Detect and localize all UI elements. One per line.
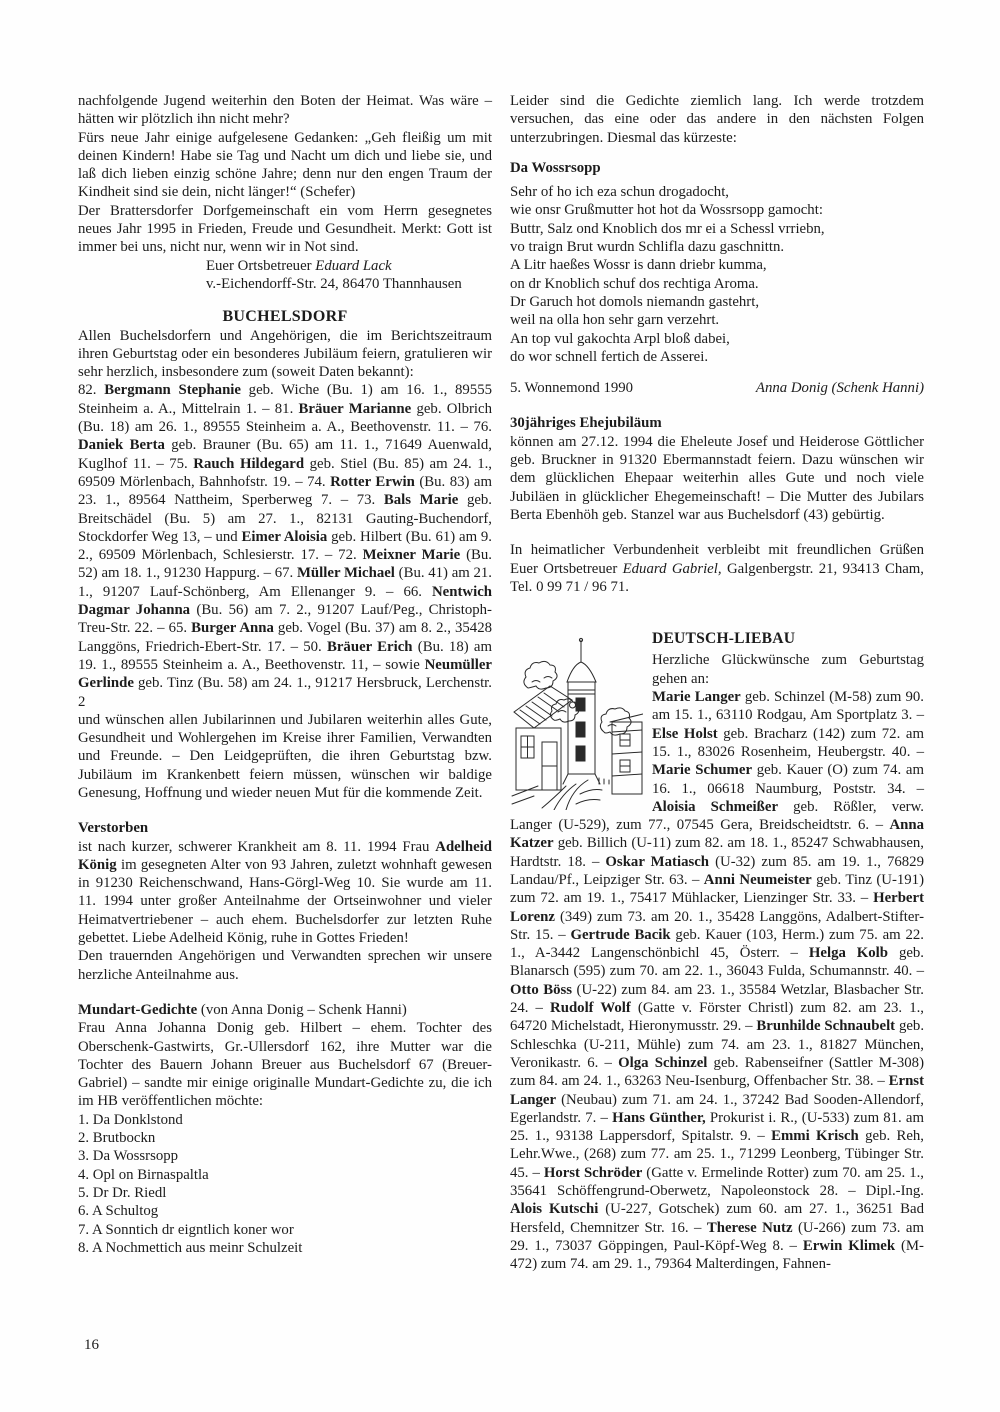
poem-line: A Litr haeßes Wossr is dann driebr kumma, (510, 257, 767, 274)
text-segment: Gertrude Bacik (570, 926, 671, 943)
text-segment: Adelheid König (78, 838, 492, 873)
left-column (78, 92, 492, 1274)
poem-title-item: 7. A Sonntich dr eigntlich koner wor (78, 1221, 294, 1238)
closing-paragraph (510, 541, 924, 596)
text-segment: geb. Tinz (U-191) zum 72. am 19. 1., 75417 Mühlacker, Lienzinger Str. 33. – (510, 871, 925, 907)
text-segment: Helga Kolb (808, 945, 889, 962)
text-segment: Euer Ortsbetreuer (206, 257, 316, 274)
text-segment: Eduard Lack (315, 257, 392, 274)
poem-line: An top vul gakochta Arpl bloß dabei, (510, 330, 730, 347)
text-segment: geb. Schleschka (U-211, Mühle) zum 74. am 23. 1., 81827 München, Veronikastr. 6. – (510, 1018, 925, 1071)
text-segment: Bräuer Erich (327, 638, 413, 655)
poem-body (510, 183, 924, 366)
text-segment: Rotter Erwin (330, 473, 415, 490)
poem-title-item: 5. Dr Dr. Riedl (78, 1184, 167, 1201)
text-segment: Herbert Lorenz (510, 890, 924, 925)
poem-line: weil na olla hon sehr garn verzehrt. (510, 312, 720, 329)
section-heading-deutsch-liebau: DEUTSCH-LIEBAU (652, 630, 796, 648)
poem-title-item: 4. Opl on Birnaspaltla (78, 1166, 209, 1183)
text-segment: geb. Hilbert (Bu. 61) am 9. 2., 69509 Mörlenbach, Schlesierstr. 17. – 72. (78, 528, 492, 564)
text-segment: geb. Rößler, verw. Langer (U-529), zum 77., 07545 Gera, Breidscheidtstr. 6. – (510, 798, 925, 834)
poem-title-item: 8. A Nochmettich aus meinr Schulzeit (78, 1239, 303, 1256)
buchelsdorf-wishes: und wünschen allen Jubilarinnen und Jubilaren weiterhin alles Gute, Gesundheit und Wohlergehen im Kreise ihrer Familien, Verwandten und Freunde. – Den Leidgeprüften, die ihren Geburtstag bzw. Jubiläum im Krankenbett feiern müssen, wünschen wir baldige Genesung, Hoffnung und wieder neuen Mut für die kommende Zeit. (78, 711, 492, 801)
text-segment: geb. Stiel (Bu. 85) am 24. 1., 69509 Mörlenbach, Bahnhofstr. 19. – 74. (78, 455, 492, 490)
text-segment: (U-266) zum 73. am 29. 1., 73037 Göppingen, Paul-Köpf-Weg 8. – (510, 1219, 924, 1254)
mundart-poem-title-list (78, 1111, 492, 1257)
poem-line: Buttr, Salz ond Knoblich dos mr ei a Schessl vrriebn, (510, 220, 825, 237)
text-segment: im gesegneten Alter von 93 Jahren, zuletzt wohnhaft gewesen in 91230 Reichenschwand, Hans-Görgl-Weg 10. Sie wurde am 11. 11. 1994 unter großer Anteilnahme der Ortseinwohner und vieler Heimatvertriebener – auch ehem. Buchelsdorfer zur letzten Ruhe gebettet. Liebe Adelheid König, ruhe in Gottes Frieden! (78, 856, 492, 947)
village-church-sketch (510, 634, 643, 810)
text-segment: (Neubau) zum 71. am 24. 1., 37242 Bad Sooden-Allendorf, Egerlandstr. 7. – (510, 1091, 924, 1126)
poem-date-row (510, 379, 924, 397)
text-segment: (Bu. 41) am 21. 1., 91207 Lauf-Schönberg, Am Ellenanger 9. – 66. (78, 565, 492, 600)
condolence-paragraph: Den trauernden Angehörigen und Verwandten sprechen wir unsere herzliche Anteilnahme aus. (78, 948, 492, 983)
text-segment: Horst Schröder (543, 1164, 643, 1181)
text-segment: geb. Bracharz (142) zum 72. am 15. 1., 83026 Rosenheim, Heubergstr. 40. – (652, 725, 924, 760)
poem-date: 5. Wonnemond 1990 (510, 380, 634, 397)
continuation-paragraph: Fürs neue Jahr einige aufgelesene Gedanken: „Geh fleißig um mit deinen Kindern! Habe sie Tag und Nacht um dich und liebe sie, und laß dich lieben einzig schöne Jahre; denn nur den engen Traum der Kindheit sind sie dein, nicht länger!“ (Schefer) (78, 129, 492, 201)
section-heading-verstorben: Verstorben (78, 820, 149, 837)
section-heading-ehejubilaeum: 30jähriges Ehejubiläum (510, 415, 662, 432)
text-segment: Aloisia Schmeißer (652, 798, 779, 815)
text-segment: Brunhilde Schnaubelt (756, 1018, 896, 1035)
obituary-paragraph (78, 838, 492, 948)
text-segment: 82. (78, 382, 105, 399)
text-segment: geb. Kauer (O) zum 74. am 16. 1., 06618 Naumburg, Poststr. 34. – (652, 762, 924, 797)
poem-title-item: 1. Da Donklstond (78, 1111, 183, 1128)
text-segment: Alois Kutschi (510, 1201, 599, 1218)
poem-line: on dr Knoblich schuf dos rechtiga Aroma. (510, 275, 759, 292)
gedichte-intro: Leider sind die Gedichte ziemlich lang. Ich werde trotzdem versuchen, das eine oder das andere in den nächsten Folgen unterzubringen. Diesmal das kürzeste: (510, 93, 924, 146)
signature-line: v.-Eichendorff-Str. 24, 86470 Thannhausen (206, 275, 462, 292)
text-segment: Eimer Aloisia (241, 528, 328, 545)
text-segment: (Gatte v. Ermelinde Rotter) zum 70. am 25. 1., 35641 Schöffengrund-Oberwetz, Napoleonstock 28. – Dipl.-Ing. (510, 1164, 924, 1200)
text-segment: Hans Günther, (612, 1109, 706, 1126)
text-segment: Else Holst (652, 725, 718, 742)
text-segment: Bals Marie (383, 492, 459, 509)
text-segment: Mundart-Gedichte (78, 1001, 198, 1018)
poem-line: wie onsr Grußmutter hot hot da Wossrsopp gamocht: (510, 202, 823, 219)
text-segment: Ernst Langer (510, 1073, 924, 1108)
text-segment: geb. Blanarsch (595) zum 70. am 22. 1., 36043 Fulda, Schumannstr. 40. – (510, 945, 925, 980)
page-number: 16 (84, 1337, 99, 1353)
buchelsdorf-intro: Allen Buchelsdorfern und Angehörigen, die im Berichtszeitraum ihren Geburtstag oder ein besonderes Jubiläum feiern, gratulieren wir sehr herzlich, insbesondere zum (soweit Daten bekannt): (78, 327, 492, 381)
text-segment: Rudolf Wolf (550, 1000, 631, 1017)
text-segment: Marie Schumer (652, 762, 753, 779)
text-segment: Oskar Matiasch (605, 853, 710, 870)
signature-block (206, 257, 492, 294)
text-segment: Erwin Klimek (802, 1237, 896, 1254)
text-segment: Therese Nutz (706, 1219, 793, 1236)
section-heading-mundart-gedichte (78, 1001, 492, 1019)
continuation-paragraph: Der Brattersdorfer Dorfgemeinschaft ein vom Herrn gesegnetes neues Jahr 1995 in Frieden, Freude und Gesundheit. Merkt: Gott ist immer bei uns, nicht nur, wenn wir in Not sind. (78, 202, 492, 256)
section-heading-buchelsdorf: BUCHELSDORF (222, 308, 348, 326)
text-segment: (M-472) zum 74. am 29. 1., 79364 Malterdingen, Fahnen- (510, 1237, 924, 1273)
deutsch-liebau-intro: Herzliche Glückwünsche zum Geburtstag gehen an: (652, 652, 924, 687)
text-segment: geb. Reh, Lehr.Wwe., (268) zum 77. am 25. 1., 71299 Leonberg, Tübinger Str. 45. – (510, 1128, 924, 1181)
text-segment: geb. Tinz (Bu. 58) am 24. 1., 91217 Hersbruck, Lerchenstr. 2 (78, 675, 492, 710)
poem-author: Anna Donig (Schenk Hanni) (755, 380, 924, 397)
poem-title: Da Wossrsopp (510, 159, 601, 176)
poem-line: Sehr of ho ich eza schun drogadocht, (510, 184, 730, 201)
text-segment: ist nach kurzer, schwerer Krankheit am 8. 11. 1994 Frau (78, 838, 436, 855)
text-segment: geb. Kauer (103, Herm.) zum 75. am 22. 1., A-3442 Langenschönbichl 45, Österr. – (510, 926, 924, 962)
text-segment: (U-227, Gotschek) zum 60. am 27. 1., 36251 Bad Hersfeld, Chemnitzer Str. 16. – (510, 1201, 924, 1236)
poem-line: vo traign Brut wurdn Schlifla dazu gaschnittn. (510, 239, 785, 256)
right-column (510, 92, 924, 1274)
text-segment: Emmi Krisch (771, 1128, 859, 1145)
poem-title-item: 6. A Schultog (78, 1203, 159, 1220)
text-segment: Marie Langer (652, 689, 741, 706)
text-segment: geb. Billich (U-11) zum 82. am 18. 1., 85247 Schwabhausen, Hardtstr. 18. – (510, 835, 924, 870)
text-segment: In heimatlicher Verbundenheit verbleibt mit freundlichen Grüßen Euer Ortsbetreuer (510, 542, 924, 577)
continuation-paragraph: nachfolgende Jugend weiterhin den Boten der Heimat. Was wäre – hätten wir plötzlich ihn nicht mehr? (78, 93, 492, 128)
text-segment: Anni Neumeister (703, 871, 812, 888)
text-segment: geb. Wiche (Bu. 1) am 16. 1., 89555 Steinheim a. A., Mittelrain 1. – 81. (78, 382, 492, 417)
text-segment: Neumüller Gerlinde (78, 656, 492, 692)
poem-line: do wor schnell fertich de Asserei. (510, 348, 709, 365)
text-segment: (U-32) zum 85. am 19. 1., 76829 Landau/Pf., Leipziger Str. 63. – (510, 853, 924, 888)
text-segment: Nentwich Dagmar Johanna (78, 583, 492, 619)
poem-line: Dr Garuch hot domols niemandn gastehrt, (510, 293, 760, 310)
mundart-intro: Frau Anna Johanna Donig geb. Hilbert – ehem. Tochter des Oberschenk-Gastwirts, Gr.-Ullersdorf 162, ihre Mutter war die Tochter des Bauern Johann Breuer aus Buchelsdorf 67 (Breuer-Gabriel) – sandte mir einige originalle Mundart-Gedichte zu, die ich im HB veröffentlichen möchte: (78, 1020, 492, 1110)
text-segment: (Gatte v. Förster Christl) zum 82. am 23. 1., 64720 Michelstadt, Hieronymusstr. 29. – (510, 1000, 924, 1035)
signature-line (206, 257, 492, 275)
text-segment: (von Anna Donig – Schenk Hanni) (197, 1001, 407, 1018)
poem-title-item: 2. Brutbockn (78, 1130, 156, 1147)
buchelsdorf-birthday-list (78, 381, 492, 710)
text-segment: Bergmann Stephanie (104, 382, 241, 399)
text-segment: Otto Böss (510, 981, 573, 998)
text-segment: (U-22) zum 84. am 23. 1., 35584 Wetzlar, Blasbacher Str. 24. – (510, 981, 924, 1017)
text-segment: Galgenbergstr. 21, 93413 Cham, Tel. 0 99 71 / 96 71. (510, 560, 925, 595)
text-segment: Meixner Marie (362, 547, 461, 564)
text-segment: (Bu. 52) am 18. 1., 91230 Happurg. – 67. (78, 547, 493, 582)
text-segment: geb. Brauner (Bu. 65) am 11. 1., 71649 Auenwald, Kuglhof 11. – 75. (78, 437, 492, 472)
section-deutsch-liebau (510, 630, 924, 1273)
text-segment: (Bu. 56) am 7. 2., 91207 Lauf/Peg., Christoph-Treu-Str. 22. – 65. (78, 602, 492, 637)
text-segment: Eduard Gabriel, (622, 560, 722, 577)
text-segment: (Bu. 18) am 19. 1., 89555 Steinheim a. A., Beethovenstr. 11, – sowie (78, 638, 492, 673)
text-segment: Anna Katzer (510, 817, 924, 852)
text-segment: Prokurist i. R., (U-533) zum 81. am 25. 1., 93138 Lappersdorf, Spitalstr. 9. – (510, 1109, 924, 1145)
text-segment: geb. Breitschädel (Bu. 5) am 27. 1., 82131 Gauting-Buchendorf, Stockdorfer Weg 13, – und (78, 492, 493, 545)
text-segment: (349) zum 73. am 20. 1., 35428 Langgöns, Adalbert-Stifter-Str. 15. – (510, 908, 924, 943)
text-segment: Burger Anna (191, 620, 274, 637)
text-segment: (Bu. 83) am 23. 1., 89564 Nattheim, Sperberweg 7. – 73. (78, 473, 492, 509)
text-segment: Rauch Hildegard (193, 455, 305, 472)
text-segment: Bräuer Marianne (298, 400, 412, 417)
text-segment: geb. Rabenseifner (Sattler M-308) zum 84. am 24. 1., 63263 Neu-Isenburg, Offenbacher Str. 38. – (510, 1054, 924, 1090)
text-segment: Daniek Berta (78, 437, 165, 454)
poem-title-item: 3. Da Wossrsopp (78, 1148, 179, 1165)
two-column-layout (78, 92, 924, 1274)
text-segment: geb. Olbrich (Bu. 18) am 26. 1., 89555 Steinheim a. A., Beethovenstr. 11. – 76. (78, 400, 492, 436)
text-segment: Olga Schinzel (618, 1054, 708, 1071)
text-segment: geb. Vogel (Bu. 37) am 8. 2., 35428 Langgöns, Friedrich-Ebert-Str. 17. – 50. (78, 620, 493, 655)
ehejubilaeum-paragraph: können am 27.12. 1994 die Eheleute Josef und Heiderose Göttlicher geb. Bruckner in 91320 Ebermannstadt feiern. Dazu wünschen wir dem glücklichen Ehepaar weiterhin alles Gute und noch viele Jubiläen in glücklicher Ehegemeinschaft! – Die Mutter des Jubilars Berta Ebenhöh geb. Stanzel war aus Buchelsdorf (43) gebürtig. (510, 433, 924, 523)
text-segment: Müller Michael (296, 565, 395, 582)
text-segment: geb. Schinzel (M-58) zum 90. am 15. 1., 63110 Rodgau, Am Sportplatz 3. – (652, 689, 924, 724)
